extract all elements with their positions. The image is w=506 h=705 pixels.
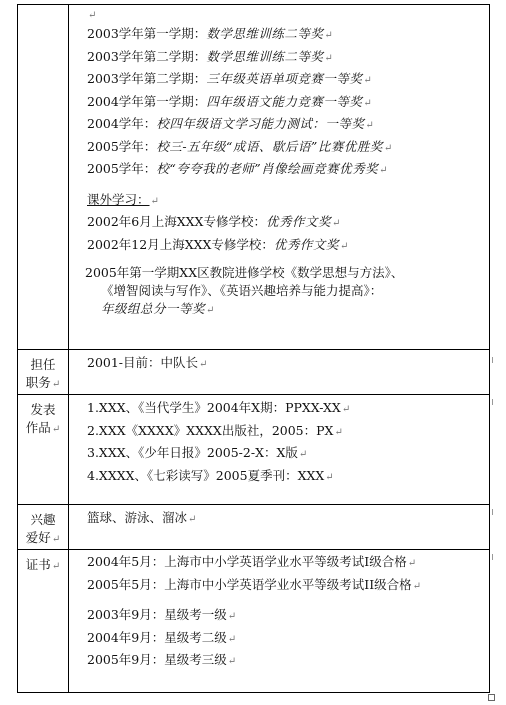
position-label: 担任 职务↵ (18, 350, 69, 395)
row-end-marker (492, 357, 493, 363)
extracurricular-heading: 课外学习：↵ (87, 191, 159, 207)
paragraph-mark: ↵ (88, 10, 97, 21)
award-item: 2005学年：校“夸夸我的老师”肖像绘画竞赛优秀奖↵ (87, 161, 388, 176)
extracurricular-item: 2002年12月上海XXX专修学校：优秀作文奖↵ (87, 236, 349, 252)
award-item: 2004学年第一学期：四年级语文能力竞赛一等奖↵ (87, 93, 372, 109)
table-resize-handle[interactable] (488, 694, 495, 701)
certificate-item: 2005年9月：星级考三级↵ (87, 652, 237, 667)
awards-row (18, 5, 490, 350)
extracurricular-long-line2: 《增智阅读与写作》、《英语兴趣培养与能力提高》： (101, 283, 383, 298)
publications-row (18, 395, 490, 505)
award-item: 2003学年第二学期：数学思维训练二等奖↵ (87, 48, 333, 64)
certificate-item: 2005年5月：上海市中小学英语学业水平等级考试II级合格↵ (87, 576, 422, 592)
award-item: 2005学年：校三-五年级“成语、歇后语”比赛优胜奖↵ (87, 138, 393, 154)
row-end-marker (492, 509, 493, 515)
certificate-item: 2003年9月：星级考一级↵ (87, 607, 237, 622)
extracurricular-long-line1: 2005年第一学期XX区教院进修学校《数学思想与方法》、 (85, 265, 404, 280)
certificate-item: 2004年9月：星级考二级↵ (87, 629, 237, 645)
hobbies-cell (69, 505, 490, 550)
extracurricular-long-line3: 年级组总分一等奖↵ (101, 301, 215, 316)
hobbies-row (18, 505, 490, 550)
extracurricular-item: 2002年6月上海XXX专修学校：优秀作文奖↵ (87, 214, 341, 229)
certificates-label: 证书↵ (18, 550, 69, 693)
award-item: 2003学年第一学期：数学思维训练二等奖↵ (87, 26, 333, 41)
position-cell (69, 350, 490, 395)
hobbies-text: 篮球、游泳、溜冰↵ (87, 510, 197, 525)
publication-item: 1.XXX、《当代学生》2004年X期：PPXX-XX↵ (87, 400, 351, 415)
publication-item: 3.XXX、《少年日报》2005-2-X：X版↵ (87, 445, 308, 460)
position-row (18, 350, 490, 395)
publications-cell (69, 395, 490, 505)
awards-cell (69, 5, 490, 350)
certificate-item: 2004年5月：上海市中小学英语学业水平等级考试I级合格↵ (87, 554, 417, 569)
publication-item: 4.XXXX、《七彩读写》2005夏季刊：XXX↵ (87, 467, 334, 483)
publication-item: 2.XXX《XXXX》XXXX出版社，2005：PX↵ (87, 422, 343, 438)
row-end-marker (492, 399, 493, 405)
hobbies-label: 兴趣 爱好↵ (18, 505, 69, 550)
award-item: 2003学年第二学期：三年级英语单项竞赛一等奖↵ (87, 71, 372, 86)
certificates-cell (69, 550, 490, 693)
row-end-marker (492, 554, 493, 560)
award-item: 2004学年：校四年级语文学习能力测试：一等奖↵ (87, 116, 374, 131)
resume-table (17, 4, 490, 693)
position-text: 2001-目前：中队长↵ (87, 355, 208, 370)
publications-label: 发表 作品↵ (18, 395, 69, 505)
awards-label-cell (18, 5, 69, 350)
certificates-row (18, 550, 490, 693)
